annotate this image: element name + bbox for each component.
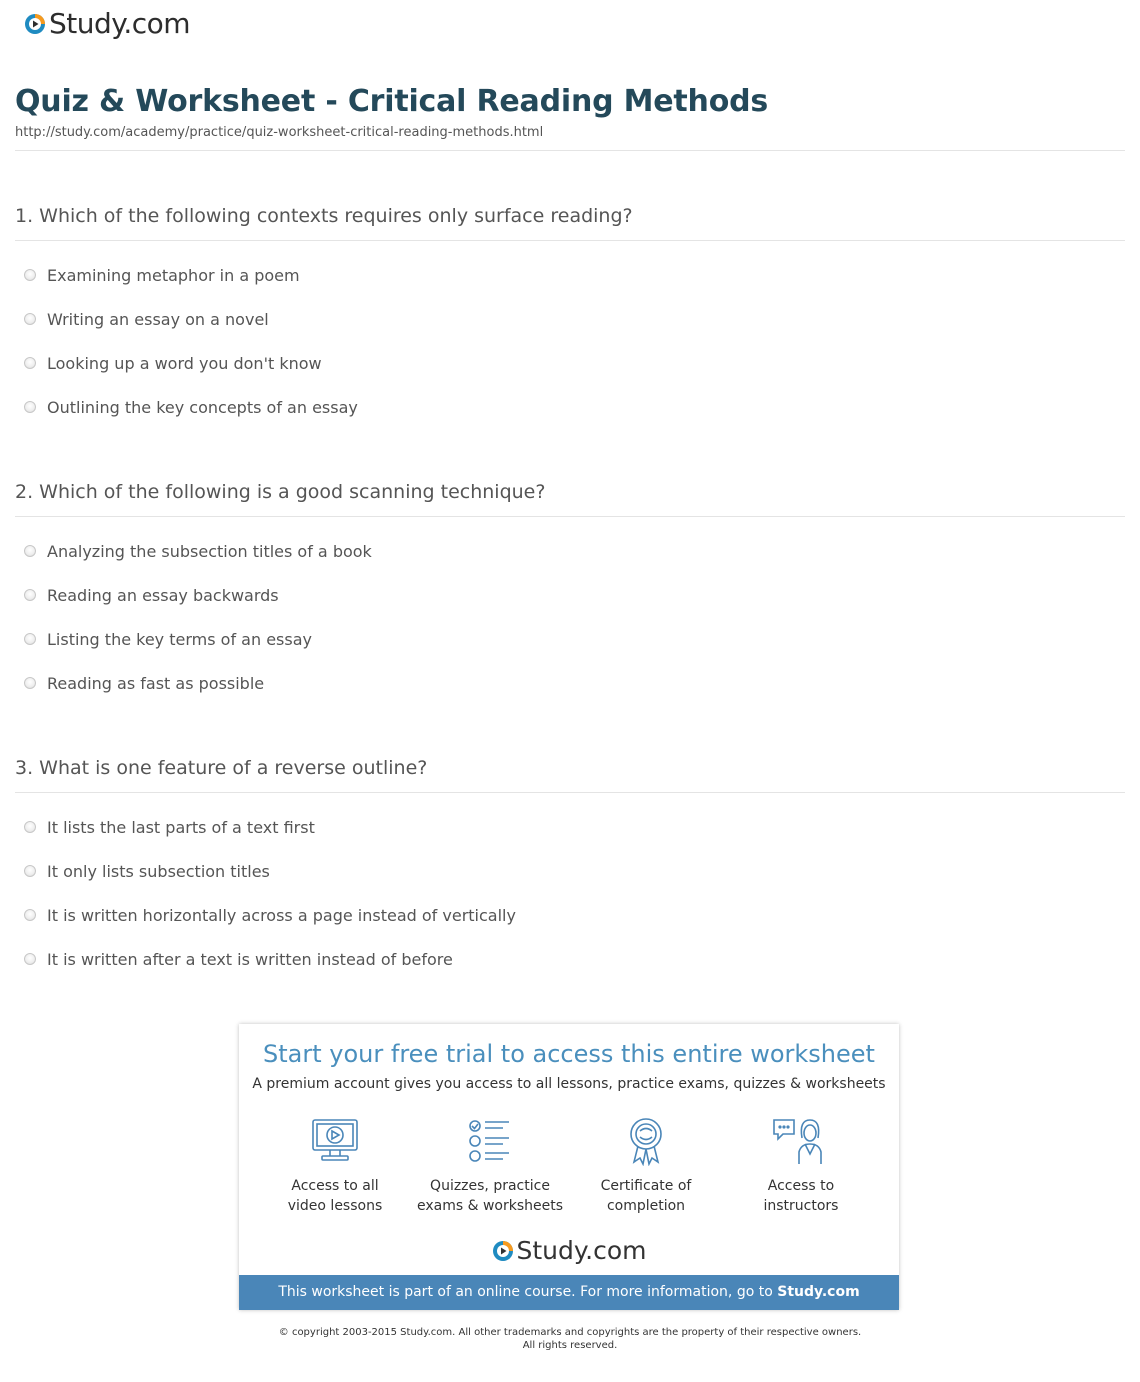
answer-options xyxy=(15,253,1125,429)
answer-text: Analyzing the subsection titles of a book xyxy=(47,541,372,561)
title-divider xyxy=(15,150,1125,151)
logo-play-icon xyxy=(24,13,46,35)
radio-button[interactable] xyxy=(24,357,36,369)
answer-option[interactable] xyxy=(15,573,1125,617)
question-divider xyxy=(15,240,1125,241)
question-3 xyxy=(15,754,1125,969)
answer-option[interactable] xyxy=(15,849,1125,893)
feature-label: Access to all video lessons xyxy=(287,1178,383,1214)
question-text: 3. What is one feature of a reverse outline? xyxy=(15,757,428,779)
answer-text: Outlining the key concepts of an essay xyxy=(47,397,358,417)
question-divider xyxy=(15,516,1125,517)
question-2 xyxy=(15,478,1125,693)
radio-button[interactable] xyxy=(24,589,36,601)
answer-option[interactable] xyxy=(15,893,1125,937)
copyright-text: © copyright 2003-2015 Study.com. All other trademarks and copyrights are the property of their respective owners. xyxy=(278,1327,862,1338)
logo-text: Study.com xyxy=(49,7,191,40)
answer-option[interactable] xyxy=(15,529,1125,573)
answer-option[interactable] xyxy=(15,341,1125,385)
answer-option[interactable] xyxy=(15,617,1125,661)
radio-button[interactable] xyxy=(24,821,36,833)
instructor-icon xyxy=(771,1116,831,1166)
answer-options xyxy=(15,529,1125,705)
rights-text: All rights reserved. xyxy=(522,1340,618,1351)
answer-option[interactable] xyxy=(15,805,1125,849)
logo-text: Study.com xyxy=(516,1236,647,1265)
feature-label: Access to instructors xyxy=(763,1178,839,1214)
radio-button[interactable] xyxy=(24,865,36,877)
answer-text: Listing the key terms of an essay xyxy=(47,629,312,649)
answer-text: It is written after a text is written instead of before xyxy=(47,949,453,969)
answer-text: It is written horizontally across a page instead of vertically xyxy=(47,905,516,925)
question-text: 1. Which of the following contexts requires only surface reading? xyxy=(15,205,633,227)
radio-button[interactable] xyxy=(24,953,36,965)
certificate-icon xyxy=(621,1116,671,1166)
feature-video-lessons xyxy=(260,1116,410,1216)
radio-button[interactable] xyxy=(24,909,36,921)
radio-button[interactable] xyxy=(24,545,36,557)
course-info-bar xyxy=(239,1275,899,1310)
feature-label: Quizzes, practice exams & worksheets xyxy=(416,1178,564,1214)
site-logo[interactable] xyxy=(24,8,190,40)
answer-text: Reading as fast as possible xyxy=(47,673,265,693)
question-divider xyxy=(15,792,1125,793)
radio-button[interactable] xyxy=(24,677,36,689)
answer-text: Looking up a word you don't know xyxy=(47,353,322,373)
answer-options xyxy=(15,805,1125,981)
page-url: http://study.com/academy/practice/quiz-worksheet-critical-reading-methods.html xyxy=(15,125,544,140)
free-trial-promo xyxy=(239,1024,899,1310)
feature-quizzes xyxy=(415,1116,565,1216)
footer-copyright xyxy=(0,1326,1140,1352)
answer-text: Reading an essay backwards xyxy=(47,585,279,605)
video-lesson-icon xyxy=(310,1116,360,1166)
feature-label: Certificate of completion xyxy=(600,1178,692,1214)
radio-button[interactable] xyxy=(24,633,36,645)
promo-subtitle: A premium account gives you access to all lessons, practice exams, quizzes & worksheets xyxy=(252,1076,886,1092)
promo-title[interactable]: Start your free trial to access this entire worksheet xyxy=(263,1040,875,1068)
checklist-icon xyxy=(465,1116,515,1166)
feature-instructors xyxy=(726,1116,876,1216)
answer-option[interactable] xyxy=(15,297,1125,341)
page-title: Quiz & Worksheet - Critical Reading Methods xyxy=(15,84,769,119)
answer-text: It lists the last parts of a text first xyxy=(47,817,315,837)
question-text: 2. Which of the following is a good scanning technique? xyxy=(15,481,546,503)
logo-play-icon xyxy=(492,1240,514,1262)
radio-button[interactable] xyxy=(24,269,36,281)
promo-logo[interactable] xyxy=(239,1236,899,1265)
answer-option[interactable] xyxy=(15,661,1125,705)
course-info-text: This worksheet is part of an online course. For more information, go to xyxy=(278,1284,773,1300)
radio-button[interactable] xyxy=(24,313,36,325)
feature-certificate xyxy=(571,1116,721,1216)
study-link[interactable]: Study.com xyxy=(777,1284,860,1300)
answer-option[interactable] xyxy=(15,253,1125,297)
answer-text: It only lists subsection titles xyxy=(47,861,270,881)
answer-text: Writing an essay on a novel xyxy=(47,309,269,329)
answer-text: Examining metaphor in a poem xyxy=(47,265,300,285)
radio-button[interactable] xyxy=(24,401,36,413)
answer-option[interactable] xyxy=(15,937,1125,981)
question-1 xyxy=(15,202,1125,417)
answer-option[interactable] xyxy=(15,385,1125,429)
